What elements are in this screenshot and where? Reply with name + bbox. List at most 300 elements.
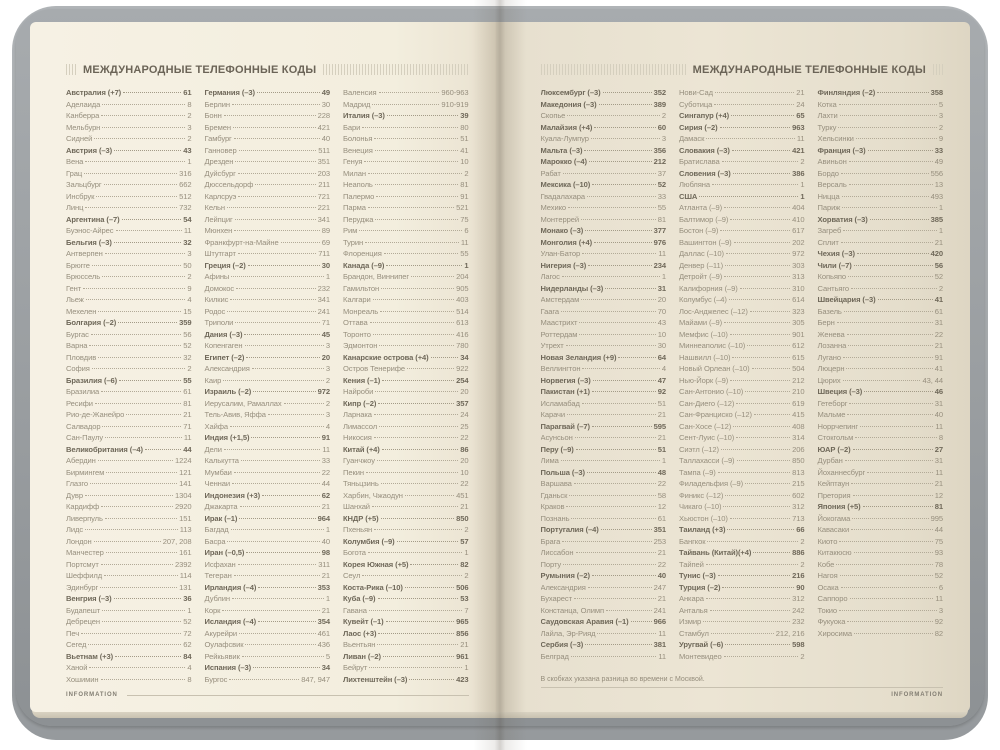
hatch-decoration <box>541 64 686 75</box>
dot-leader <box>241 460 320 461</box>
entry-code: 10 <box>460 157 469 166</box>
dot-leader <box>382 449 459 450</box>
entry-code: 81 <box>183 398 192 408</box>
city-row <box>818 570 944 582</box>
country-row <box>343 616 469 628</box>
dot-leader <box>245 644 315 645</box>
city-row <box>541 248 667 260</box>
entry-name: Турция (–2) <box>679 582 721 592</box>
entry-code: 121 <box>179 467 192 477</box>
dot-leader <box>848 345 933 346</box>
dot-leader <box>234 575 320 576</box>
city-row <box>66 260 192 272</box>
dot-leader <box>840 115 937 116</box>
entry-name: Рабат <box>540 168 561 178</box>
entry-name: Миннеаполис (–10) <box>679 341 746 350</box>
entry-code: 92 <box>934 617 943 626</box>
entry-name: Дамаск <box>679 134 705 143</box>
hatch-decoration <box>66 64 76 75</box>
entry-code: 52 <box>934 272 943 281</box>
dot-leader <box>95 403 181 404</box>
city-row <box>679 294 805 306</box>
entry-code: 44 <box>183 444 192 454</box>
country-row <box>541 375 667 387</box>
entry-name: Индия (+1,5) <box>204 433 250 442</box>
dot-leader <box>877 92 928 93</box>
city-row <box>541 271 667 283</box>
entry-code: 721 <box>317 191 330 201</box>
entry-code: 512 <box>179 191 192 201</box>
city-row <box>541 363 667 375</box>
city-row <box>343 409 469 421</box>
dot-leader <box>114 150 181 151</box>
entry-name: Нагоя <box>817 571 838 580</box>
entry-name: Сплит <box>817 237 839 247</box>
entry-name: Кавасаки <box>817 525 850 534</box>
country-row <box>343 260 469 272</box>
city-row <box>541 340 667 352</box>
city-row <box>66 363 192 375</box>
entry-code: 847, 947 <box>301 674 330 684</box>
city-row <box>66 536 192 548</box>
city-row <box>66 168 192 180</box>
entry-code: 311 <box>318 559 330 569</box>
page-title: МЕЖДУНАРОДНЫЕ ТЕЛЕФОННЫЕ КОДЫ <box>83 63 317 76</box>
entry-code: 61 <box>657 513 666 523</box>
entry-code: 11 <box>935 467 943 477</box>
entry-code: 40 <box>657 571 666 580</box>
dot-leader <box>114 598 182 599</box>
city-row <box>205 467 331 479</box>
dot-leader <box>224 449 320 450</box>
entry-code: 310 <box>792 283 805 293</box>
phone-codes-column <box>343 87 469 692</box>
entry-name: Родос <box>204 306 226 316</box>
city-row <box>66 432 192 444</box>
country-row <box>343 110 469 122</box>
phone-codes-column <box>679 87 805 676</box>
entry-name: Домокос <box>204 283 235 293</box>
city-row <box>205 674 331 686</box>
entry-name: Монако (–3) <box>540 226 584 235</box>
city-row <box>679 605 805 617</box>
dot-leader <box>726 253 790 254</box>
dot-leader <box>236 288 316 289</box>
entry-code: 886 <box>792 548 805 557</box>
entry-name: Польша (–3) <box>540 467 585 477</box>
dot-leader <box>740 288 790 289</box>
dot-leader <box>102 276 185 277</box>
city-row <box>818 271 944 283</box>
entry-code: 81 <box>934 502 943 511</box>
entry-name: Лос-Анджелес (–12) <box>679 306 748 316</box>
entry-name: Рио-де-Жанейро <box>66 410 125 419</box>
entry-name: Бразилия (–6) <box>66 375 118 385</box>
entry-name: Малайзия (+4) <box>540 122 593 132</box>
dot-leader <box>232 598 324 599</box>
dot-leader <box>847 621 932 622</box>
entry-name: Неаполь <box>343 180 373 189</box>
city-row <box>66 386 192 398</box>
city-row <box>343 524 469 536</box>
entry-name: Канберра <box>66 111 100 120</box>
city-row <box>66 202 192 214</box>
dot-leader <box>841 173 929 174</box>
country-row <box>679 639 805 651</box>
entry-code: 403 <box>456 295 469 304</box>
city-row <box>818 628 944 640</box>
entry-name: Улан-Батор <box>540 249 581 258</box>
entry-code: 1 <box>325 594 330 603</box>
city-row <box>66 639 192 651</box>
entry-code: 415 <box>792 410 805 419</box>
entry-code: 51 <box>657 444 666 454</box>
entry-code: 8 <box>187 674 192 684</box>
country-row <box>541 237 667 249</box>
entry-code: 66 <box>796 525 805 534</box>
entry-code: 24 <box>460 410 469 419</box>
entry-name: Исламабад <box>540 398 580 408</box>
dot-leader <box>720 127 791 128</box>
entry-code: 1 <box>325 272 330 281</box>
entry-code: 65 <box>796 111 805 120</box>
dot-leader <box>411 276 454 277</box>
country-row <box>818 87 944 99</box>
entry-name: Болгария (–2) <box>66 318 117 327</box>
entry-code: 1224 <box>175 456 192 465</box>
entry-name: Монголия (+4) <box>540 237 593 247</box>
entry-code: 202 <box>792 237 805 247</box>
entry-code: 221 <box>317 203 330 212</box>
country-row <box>679 145 805 157</box>
entry-code: 20 <box>321 352 330 362</box>
city-row <box>818 605 944 617</box>
dot-leader <box>730 334 790 335</box>
entry-code: 353 <box>317 582 330 592</box>
entry-code: 22 <box>657 479 666 488</box>
dot-leader <box>729 299 790 300</box>
dot-leader <box>231 529 324 530</box>
entry-name: Иран (–0,5) <box>204 548 245 557</box>
country-row <box>343 444 469 456</box>
entry-name: Шеффилд <box>66 571 103 580</box>
entry-code: 93 <box>934 548 943 557</box>
left-page <box>30 22 496 712</box>
entry-code: 2 <box>800 651 805 661</box>
country-row <box>679 547 805 559</box>
entry-code: 8 <box>187 99 192 109</box>
entry-code: 39 <box>460 111 469 120</box>
dot-leader <box>839 610 937 611</box>
entry-code: 3 <box>938 605 943 615</box>
entry-code: 247 <box>653 582 666 592</box>
entry-code: 312 <box>792 594 805 603</box>
entry-code: 21 <box>321 571 330 580</box>
dot-leader <box>582 253 656 254</box>
entry-code: 408 <box>792 421 805 431</box>
dot-leader <box>601 529 652 530</box>
dot-leader <box>588 265 651 266</box>
dot-leader <box>230 299 315 300</box>
country-row <box>679 191 805 203</box>
entry-code: 30 <box>321 260 330 270</box>
entry-code: 46 <box>934 387 943 396</box>
entry-name: Акурейри <box>204 628 238 638</box>
dot-leader <box>868 150 933 151</box>
entry-code: 55 <box>657 203 666 212</box>
city-row <box>818 559 944 571</box>
entry-name: Нью-Йорк (–9) <box>679 375 729 385</box>
entry-code: 11 <box>935 421 943 431</box>
country-row <box>541 421 667 433</box>
entry-name: Лимассол <box>343 421 378 431</box>
entry-code: 92 <box>657 387 666 396</box>
dot-leader <box>235 161 315 162</box>
entry-name: Линц <box>66 203 84 212</box>
dot-leader <box>839 541 932 542</box>
dot-leader <box>380 311 454 312</box>
entry-code: 212 <box>653 157 666 166</box>
city-row <box>66 156 192 168</box>
entry-name: Бирмингем <box>66 467 105 477</box>
entry-name: Мальме <box>817 410 846 419</box>
entry-code: 98 <box>321 548 330 557</box>
city-row <box>679 363 805 375</box>
dot-leader <box>102 104 185 105</box>
city-row <box>66 478 192 490</box>
dot-leader <box>105 437 182 438</box>
entry-code: 2 <box>187 111 192 120</box>
entry-name: Брюгге <box>66 260 90 270</box>
country-row <box>343 593 469 605</box>
entry-name: Даллас (–10) <box>679 249 724 258</box>
entry-name: Торонто <box>343 329 371 339</box>
entry-code: 10 <box>460 467 469 477</box>
dot-leader <box>562 276 660 277</box>
entry-name: Котка <box>817 99 837 109</box>
dot-leader <box>707 541 798 542</box>
entry-name: Калифорния (–9) <box>679 283 738 293</box>
entry-name: Детройт (–9) <box>679 272 723 281</box>
entry-code: 2 <box>464 525 469 534</box>
country-row <box>205 386 331 398</box>
city-row <box>818 122 944 134</box>
city-row <box>818 156 944 168</box>
city-row <box>205 237 331 249</box>
dot-leader <box>238 173 316 174</box>
entry-name: Гуанчжоу <box>343 456 375 465</box>
dot-leader <box>372 506 458 507</box>
dot-leader <box>89 667 185 668</box>
city-row <box>66 122 192 134</box>
entry-name: Швейцария (–3) <box>817 295 876 304</box>
country-row <box>66 87 192 99</box>
city-row <box>205 478 331 490</box>
city-row <box>66 110 192 122</box>
entry-name: Люцерн <box>817 364 845 373</box>
city-row <box>679 628 805 640</box>
dot-leader <box>104 575 178 576</box>
entry-name: Печ <box>66 628 80 638</box>
dot-leader <box>631 621 652 622</box>
entry-name: Таиланд (+3) <box>679 525 726 534</box>
entry-code: 11 <box>183 226 192 235</box>
entry-code: 972 <box>792 249 805 258</box>
entry-name: Атланта (–9) <box>679 203 723 212</box>
entry-name: Берн <box>817 318 835 327</box>
dot-leader <box>84 173 177 174</box>
entry-code: 910-919 <box>441 99 469 109</box>
dot-leader <box>102 610 185 611</box>
entry-code: 4 <box>187 663 192 672</box>
entry-name: Дрезден <box>204 157 234 166</box>
city-row <box>679 444 805 456</box>
entry-name: Корк <box>204 605 221 615</box>
entry-name: Австралия (+7) <box>66 88 122 97</box>
entry-name: Кения (–1) <box>343 375 381 385</box>
city-row <box>343 145 469 157</box>
entry-code: 56 <box>183 329 192 339</box>
dot-leader <box>730 219 790 220</box>
city-row <box>818 179 944 191</box>
city-row <box>205 156 331 168</box>
entry-name: Парма <box>343 203 366 212</box>
entry-name: Парагвай (–7) <box>540 421 590 431</box>
dot-leader <box>842 196 929 197</box>
entry-name: Палермо <box>343 191 375 201</box>
country-row <box>541 87 667 99</box>
entry-code: 2 <box>938 122 943 132</box>
entry-name: Кобе <box>817 559 835 569</box>
dot-leader <box>711 633 774 634</box>
dot-leader <box>703 621 790 622</box>
dot-leader <box>730 380 790 381</box>
entry-name: Аргентина (–7) <box>66 214 120 224</box>
entry-code: 303 <box>792 260 805 270</box>
dot-leader <box>732 357 790 358</box>
entry-name: Сантьяго <box>817 283 850 293</box>
entry-name: Сан-Диего (–12) <box>679 398 735 408</box>
dot-leader <box>262 495 320 496</box>
city-row <box>66 559 192 571</box>
entry-code: 966 <box>653 617 666 626</box>
dot-leader <box>246 552 319 553</box>
dot-leader <box>281 242 320 243</box>
entry-code: 34 <box>460 352 469 362</box>
entry-code: 511 <box>318 145 330 155</box>
dot-leader <box>102 621 181 622</box>
entry-name: Гданьск <box>540 490 568 500</box>
dot-leader <box>370 322 455 323</box>
entry-name: Карлсруэ <box>204 191 237 201</box>
city-row <box>205 202 331 214</box>
city-row <box>679 87 805 99</box>
entry-code: 1 <box>800 191 805 201</box>
entry-code: 11 <box>322 444 330 454</box>
dot-leader <box>383 656 454 657</box>
city-row <box>679 352 805 364</box>
city-row <box>66 225 192 237</box>
dot-leader <box>88 644 181 645</box>
entry-name: Валенсия <box>343 88 377 97</box>
country-row <box>205 329 331 341</box>
entry-code: 48 <box>657 467 666 477</box>
entry-code: 234 <box>653 260 666 270</box>
dot-leader <box>574 483 656 484</box>
city-row <box>541 409 667 421</box>
entry-code: 58 <box>657 490 666 500</box>
entry-code: 341 <box>317 214 330 224</box>
dot-leader <box>379 92 440 93</box>
entry-name: Вьентьян <box>343 640 376 649</box>
entry-name: Хайфа <box>204 421 229 431</box>
entry-name: Сиэтл (–12) <box>679 444 719 454</box>
dot-leader <box>431 357 459 358</box>
dot-leader <box>232 104 320 105</box>
dot-leader <box>754 414 790 415</box>
dot-leader <box>90 483 177 484</box>
entry-code: 141 <box>179 479 192 488</box>
city-row <box>343 248 469 260</box>
dot-leader <box>841 242 933 243</box>
entry-code: 2 <box>464 168 469 178</box>
city-row <box>66 501 192 513</box>
entry-name: Люксембург (–3) <box>540 88 601 97</box>
city-row <box>66 306 192 318</box>
entry-code: 228 <box>317 111 330 120</box>
entry-name: Авиньон <box>817 157 847 166</box>
dot-leader <box>851 529 933 530</box>
city-row <box>679 375 805 387</box>
entry-name: Салвадор <box>66 421 101 431</box>
information-label: INFORMATION <box>891 692 943 698</box>
entry-code: 52 <box>183 617 192 626</box>
entry-code: 203 <box>317 168 330 178</box>
dot-leader <box>375 184 458 185</box>
entry-name: Александрия <box>540 582 586 592</box>
dot-leader <box>102 426 181 427</box>
dot-leader <box>843 380 921 381</box>
footer-rule <box>541 687 944 688</box>
dot-leader <box>563 564 656 565</box>
dot-leader <box>575 437 656 438</box>
entry-code: 32 <box>183 237 192 247</box>
entry-name: Мюнхен <box>204 226 233 235</box>
dot-leader <box>721 449 790 450</box>
city-row <box>343 340 469 352</box>
country-row <box>541 352 667 364</box>
city-row <box>679 386 805 398</box>
dot-leader <box>606 610 652 611</box>
dot-leader <box>863 506 933 507</box>
dot-leader <box>854 265 933 266</box>
city-row <box>66 99 192 111</box>
city-row <box>818 421 944 433</box>
phone-codes-columns <box>541 87 944 676</box>
country-row <box>66 444 192 456</box>
city-row <box>818 168 944 180</box>
entry-code: 25 <box>460 421 469 431</box>
city-row <box>541 490 667 502</box>
entry-code: 22 <box>460 479 469 488</box>
entry-code: 3 <box>187 122 192 132</box>
dot-leader <box>737 460 791 461</box>
entry-code: 241 <box>317 306 330 316</box>
city-row <box>205 559 331 571</box>
entry-code: 421 <box>792 145 805 155</box>
city-row <box>679 133 805 145</box>
entry-code: 21 <box>657 594 666 603</box>
